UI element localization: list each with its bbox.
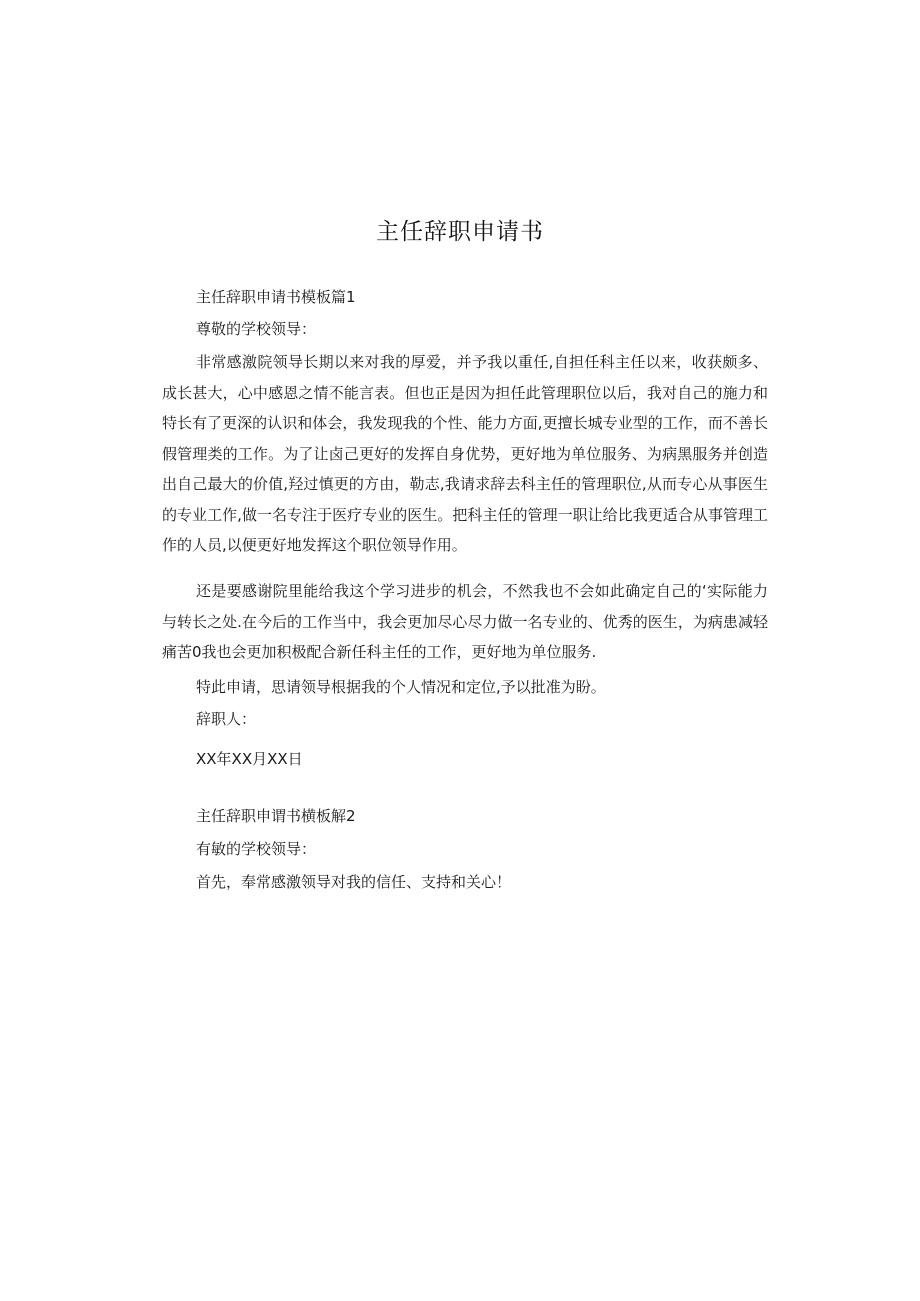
section2-salutation: 有敏的学校领导：: [196, 840, 317, 858]
section2-opening: 首先，奉常感激领导对我的信任、支持和关心！: [196, 873, 512, 891]
section1-heading: 主任辞职申请书模板篇1: [196, 288, 356, 306]
section1-paragraph1: 非常感激院领导长期以来对我的厚爱，并予我以重任,自担任科主任以来，收获颇多、成长甚大，心中感恩之情不能言表。但也正是因为担任此管理职位以后，我对自己的施力和特长有了更深的认识和体会，我发现我的个性、能力方面,更擅长城专业型的工作，而不善长假管理类的工作。为了让卤己更好的发挥自身优势，更好地为单位服务、为病黑服务并创造出自己最大的价值,羟过慎更的方由，勒志,我请求辞去科主任的管理职位,从而专心从事医生的专业工作,做一名专注于医疗专业的医生。把科主任的管理一职让给比我更适合从事管理工作的人员,以便更好地发挥这个职位领导作用。: [162, 353, 768, 554]
signature-label: 辞职人：: [196, 710, 257, 728]
signature-date: XX年XX月XX日: [196, 750, 303, 768]
section2-heading: 主任辞职申谓书横板解2: [196, 807, 356, 825]
section1-salutation: 尊敬的学校领导：: [196, 320, 317, 338]
section1-paragraph2: 还是要感谢院里能给我这个学习进步的机会，不然我也不会如此确定自己的‘实际能力与转长之处.在今后的工作当中，我会更加尽心尽力做一名专业的、优秀的医生，为病患减轻痛苦0我也会更加积极配合新任科主任的工作，更好地为单位服务.: [162, 582, 768, 661]
document-title: 主任辞职申请书: [376, 219, 544, 245]
section1-closing: 特此申请，思请领导根据我的个人情况和定位,予以批准为盼。: [196, 678, 606, 696]
